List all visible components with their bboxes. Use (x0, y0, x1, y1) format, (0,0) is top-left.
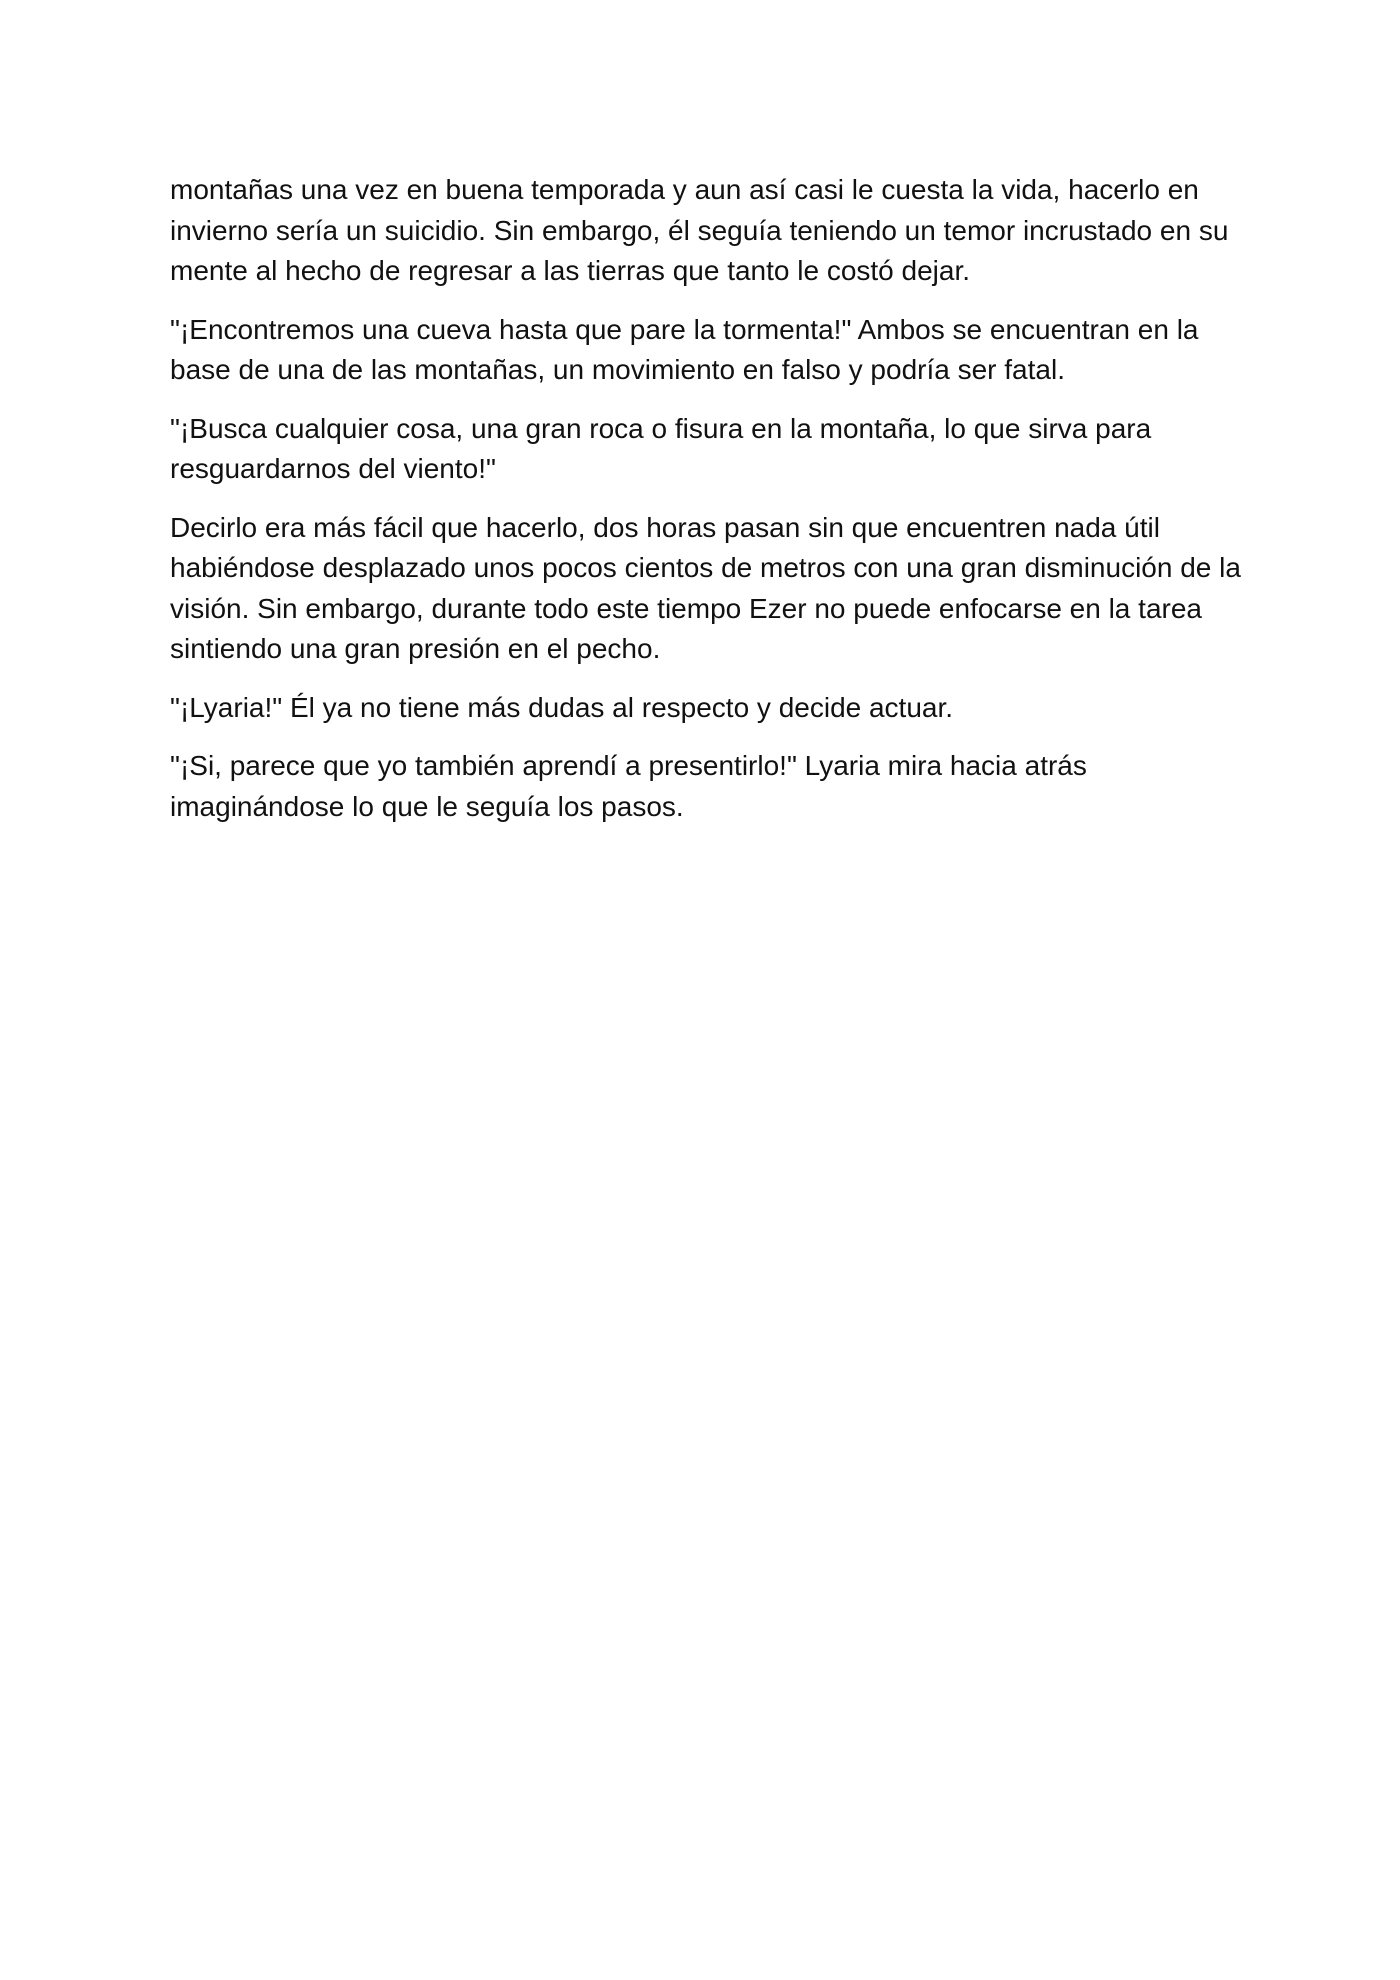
paragraph-line: base de una de las montañas, un movimiento en falso y podría ser fatal. (170, 354, 1065, 385)
paragraph-line: Decirlo era más fácil que hacerlo, dos horas pasan sin que encuentren nada útil (170, 511, 1160, 543)
paragraph-line: habiéndose desplazado unos pocos cientos de metros con una gran disminución de la (170, 552, 1241, 583)
paragraph-3 (170, 409, 1250, 490)
paragraph-line: sintiendo una gran presión en el pecho. (170, 633, 661, 664)
paragraph-line: "¡Busca cualquier cosa, una gran roca o fisura en la montaña, lo que sirva para (170, 412, 1152, 444)
paragraph-6 (170, 746, 1250, 827)
paragraph-4 (170, 508, 1250, 670)
paragraph-line: imaginándose lo que le seguía los pasos. (170, 790, 684, 822)
paragraph-line: "¡Si, parece que yo también aprendí a presentirlo!" Lyaria mira hacia atrás (170, 750, 1087, 781)
document-body (170, 170, 1250, 845)
paragraph-line: visión. Sin embargo, durante todo este tiempo Ezer no puede enfocarse en la tarea (170, 592, 1202, 624)
paragraph-line: "¡Lyaria!" Él ya no tiene más dudas al respecto y decide actuar. (170, 691, 954, 723)
paragraph-5 (170, 688, 1250, 729)
paragraph-2 (170, 310, 1250, 391)
paragraph-1 (170, 170, 1250, 292)
paragraph-line: invierno sería un suicidio. Sin embargo, él seguía teniendo un temor incrustado en su (170, 214, 1229, 246)
paragraph-line: montañas una vez en buena temporada y aun así casi le cuesta la vida, hacerlo en (170, 174, 1199, 205)
paragraph-line: "¡Encontremos una cueva hasta que pare la tormenta!" Ambos se encuentran en la (170, 313, 1199, 345)
paragraph-line: resguardarnos del viento!" (170, 453, 496, 484)
paragraph-line: mente al hecho de regresar a las tierras que tanto le costó dejar. (170, 255, 971, 286)
